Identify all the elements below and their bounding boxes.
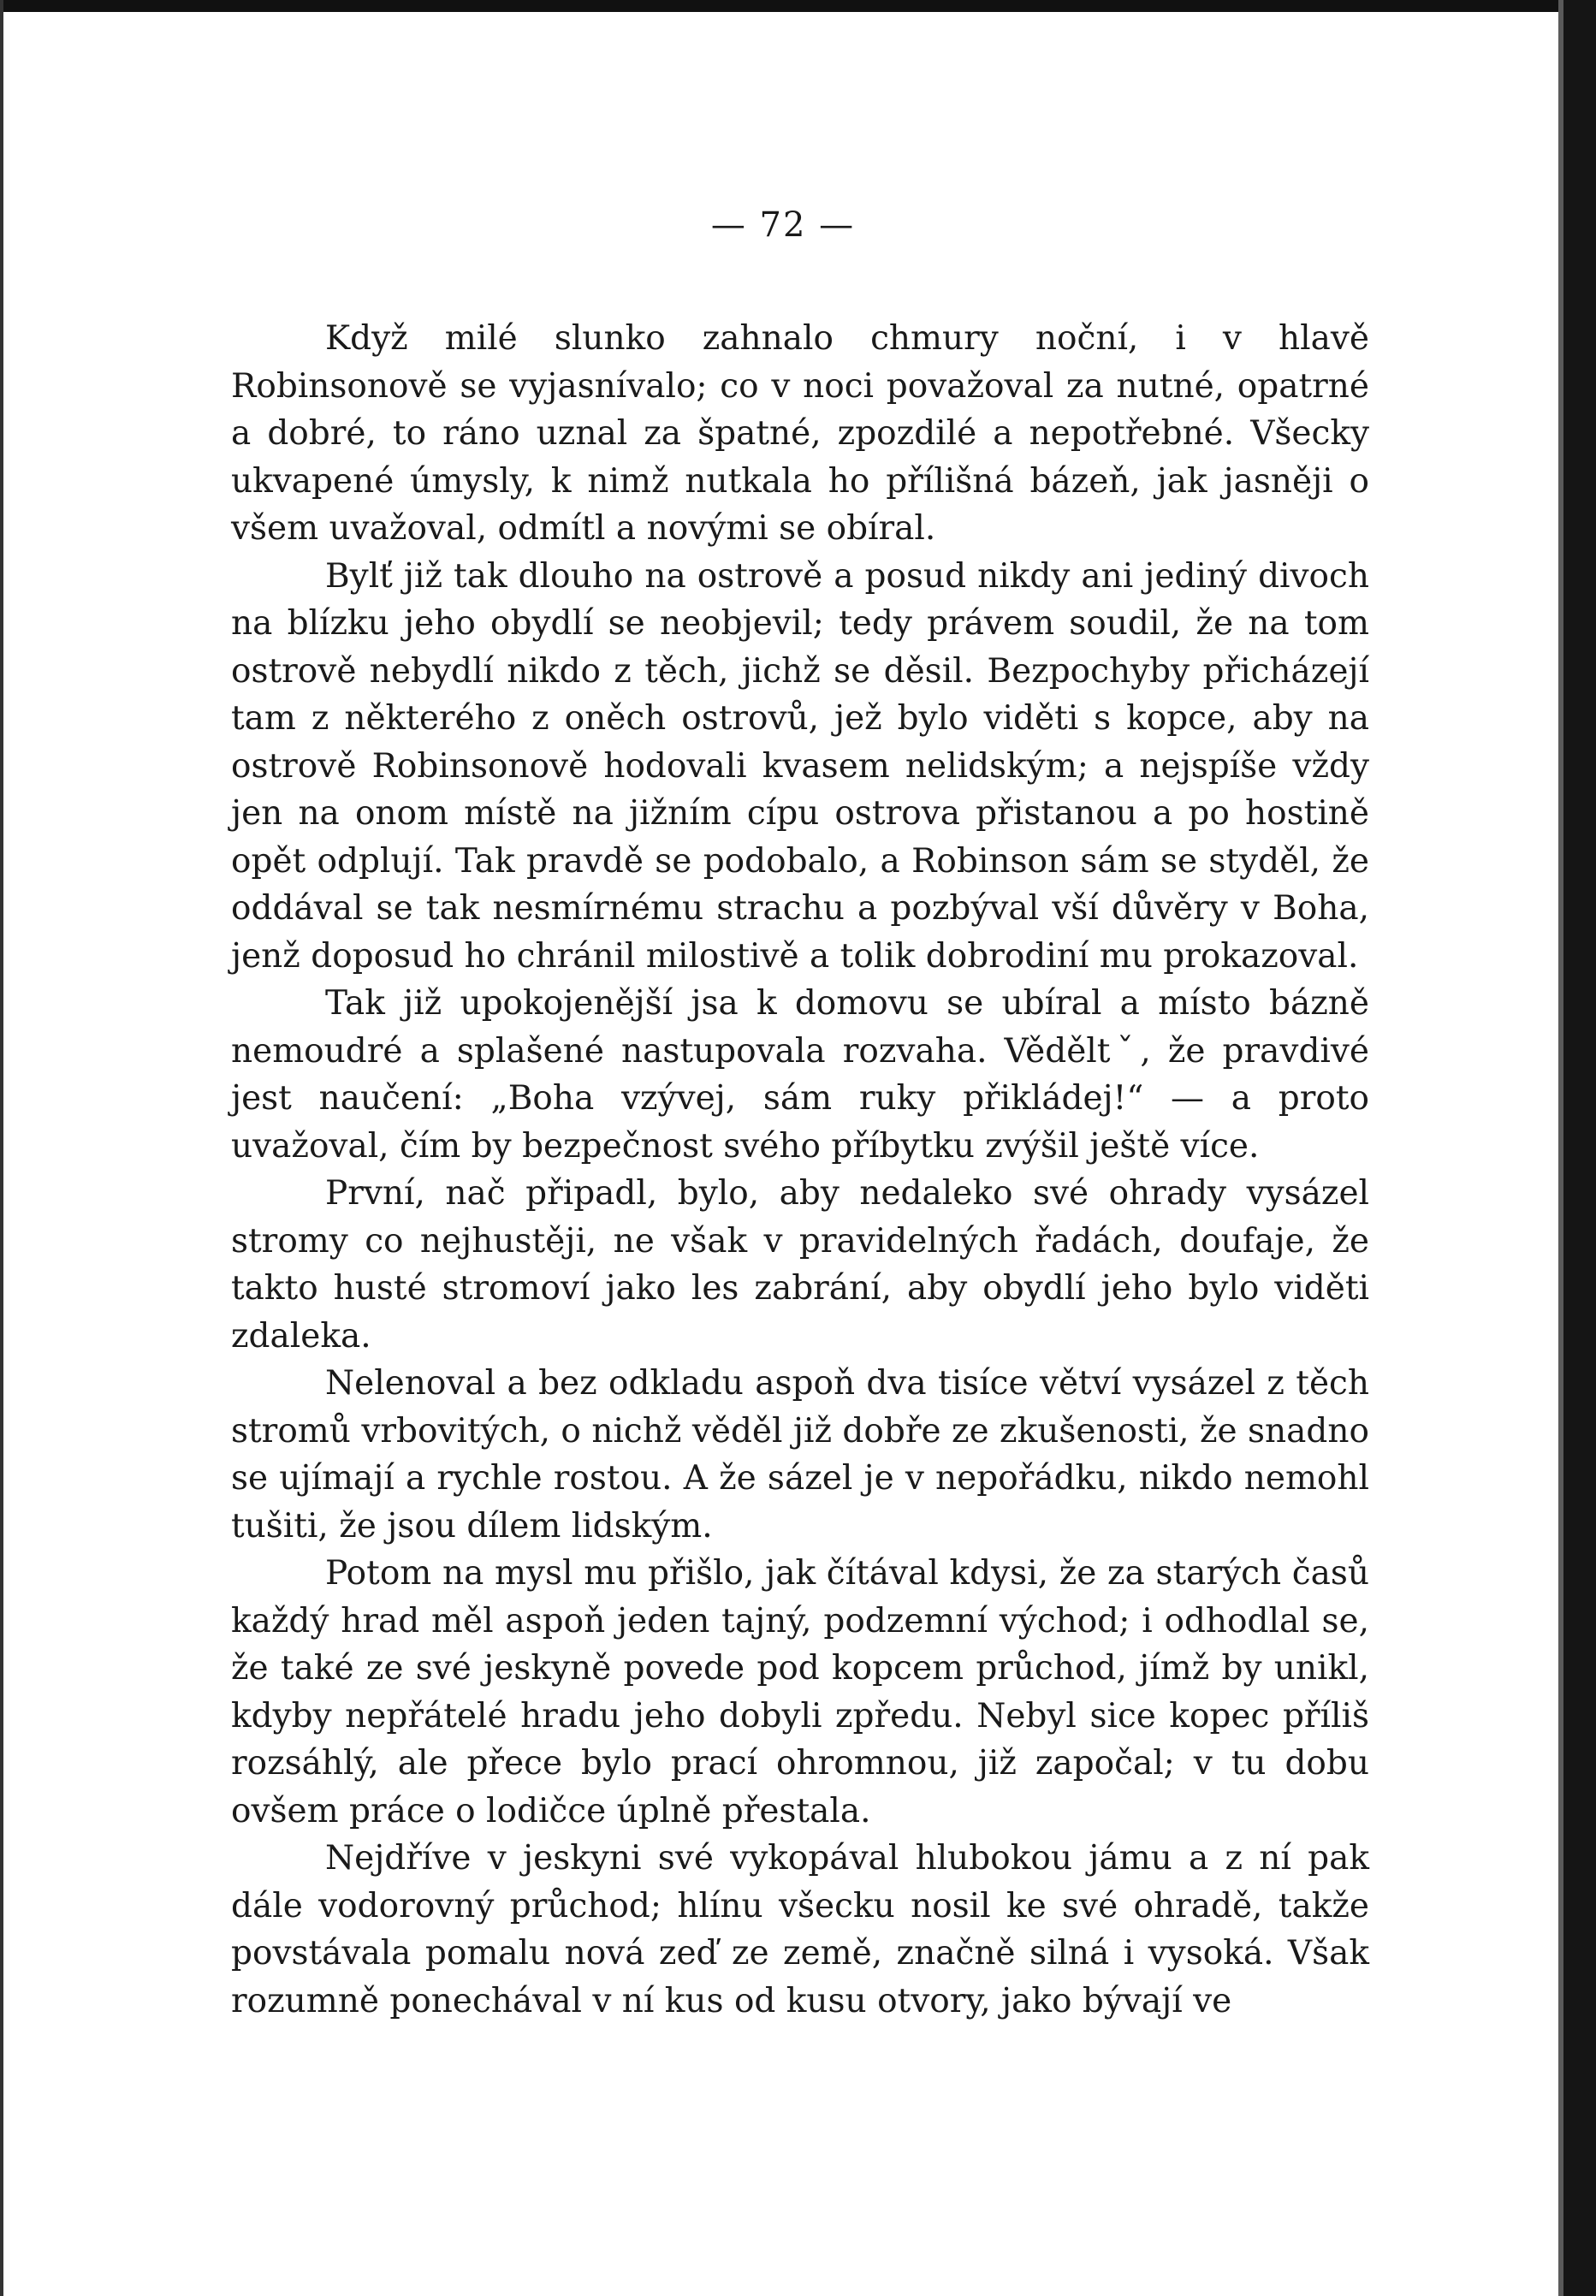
paragraph: Tak již upokojenější jsa k domovu se ubíral a místo bázně nemoudré a splašené nastupovala rozvaha. Věděltˇ, že pravdivé jest naučení: „Boha vzývej, sám ruky přikládej!“ — a proto uvažoval, čím by bezpečnost svého příbytku zvýšil ještě více. xyxy=(231,984,1369,1166)
paragraph: Když milé slunko zahnalo chmury noční, i v hlavě Robinsonově se vyjasnívalo; co v noci považoval za nutné, opatrné a dobré, to ráno uznal za špatné, zpozdilé a nepotřebné. Všecky ukvapené úmysly, k nimž nutkala ho přílišná bázeň, jak jasněji o všem uvažoval, odmítl a novými se obíral. xyxy=(231,319,1369,548)
paragraph: Nelenoval a bez odkladu aspoň dva tisíce větví vysázel z těch stromů vrbovitých, o nichž věděl již dobře ze zkušenosti, že snadno se ujímají a rychle rostou. A že sázel je v nepořádku, nikdo nemohl tušiti, že jsou dílem lidským. xyxy=(231,1364,1369,1545)
paragraph: Potom na mysl mu přišlo, jak čítával kdysi, že za starých časů každý hrad měl aspoň jeden tajný, podzemní východ; i odhodlal se, že také ze své jeskyně povede pod kopcem průchod, jímž by unikl, kdyby nepřátelé hradu jeho dobyli zpředu. Nebyl sice kopec příliš rozsáhlý, ale přece bylo prací ohromnou, již započal; v tu dobu ovšem práce o lodičce úplně přestala. xyxy=(231,1554,1369,1830)
scan-border-top xyxy=(0,0,1596,12)
book-page xyxy=(231,205,1369,2025)
paragraph: První, nač připadl, bylo, aby nedaleko své ohrady vysázel stromy co nejhustěji, ne však v pravidelných řadách, doufaje, že takto husté stromoví jako les zabrání, aby obydlí jeho bylo viděti zdaleka. xyxy=(231,1174,1369,1356)
paragraph: Nejdříve v jeskyni své vykopával hlubokou jámu a z ní pak dále vodorovný průchod; hlínu všecku nosil ke své ohradě, takže povstávala pomalu nová zeď ze země, značně silná i vysoká. Však rozumně ponechával v ní kus od kusu otvory, jako bývají ve xyxy=(231,1839,1369,2020)
scan-border-left xyxy=(0,0,3,2296)
scan-border-right xyxy=(1563,0,1596,2296)
paragraph: Bylť již tak dlouho na ostrově a posud nikdy ani jediný divoch na blízku jeho obydlí se neobjevil; tedy právem soudil, že na tom ostrově nebydlí nikdo z těch, jichž se děsil. Bezpochyby přicházejí tam z některého z oněch ostrovů, jež bylo viděti s kopce, aby na ostrově Robinsonově hodovali kvasem nelidským; a nejspíše vždy jen na onom místě na jižním cípu ostrova přistanou a po hostině opět odplují. Tak pravdě se podobalo, a Robinson sám se styděl, že oddával se tak nesmírnému strachu a pozbýval vší důvěry v Boha, jenž doposud ho chránil milostivě a tolik dobrodiní mu prokazoval. xyxy=(231,556,1369,976)
page-number: — 72 — xyxy=(710,205,856,245)
